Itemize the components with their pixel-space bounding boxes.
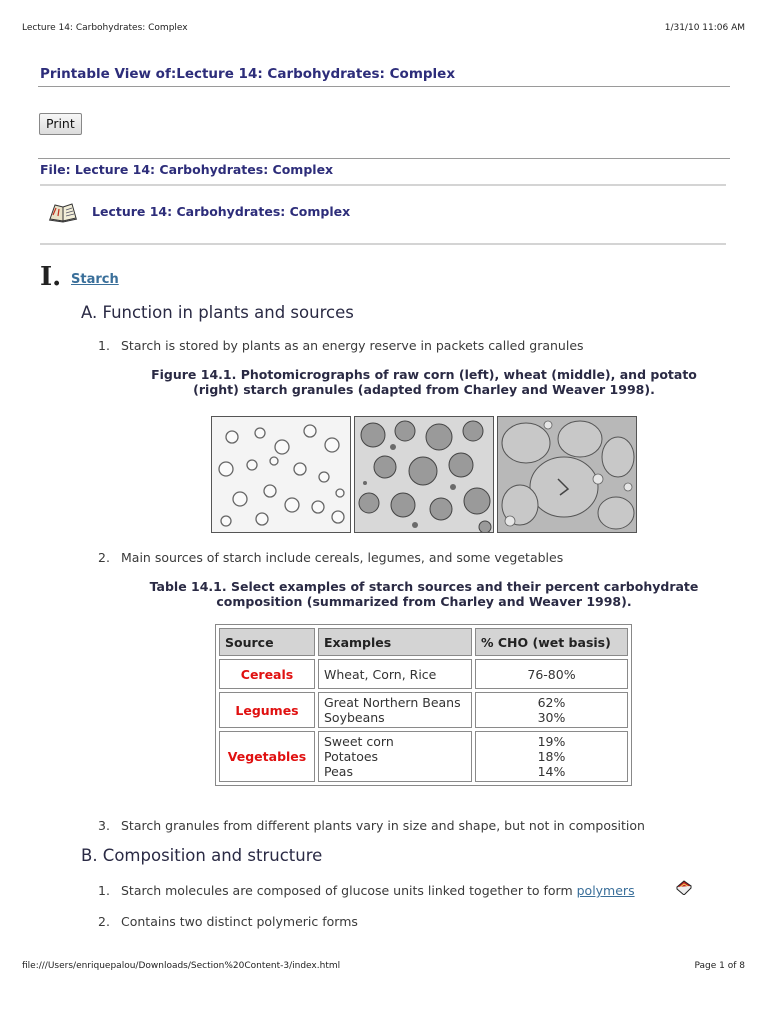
- table-cell-cho: 19% 18% 14%: [475, 731, 628, 782]
- book-icon: [47, 201, 79, 223]
- potato-starch-image: [497, 416, 637, 533]
- list-item: Starch granules from different plants vary in size and shape, but not in composition: [121, 818, 645, 833]
- divider: [40, 184, 726, 186]
- table-header: % CHO (wet basis): [475, 628, 628, 656]
- table-cell-examples: Wheat, Corn, Rice: [318, 659, 472, 689]
- list-item-number: 2.: [98, 914, 110, 929]
- print-footer-path: file:///Users/enriquepalou/Downloads/Section%20Content-3/index.html: [22, 961, 341, 971]
- table-header: Examples: [318, 628, 472, 656]
- divider: [38, 86, 730, 87]
- print-footer-page: Page 1 of 8: [694, 961, 745, 971]
- glossary-book-icon[interactable]: [675, 879, 693, 895]
- lecture-title-link[interactable]: Lecture 14: Carbohydrates: Complex: [92, 204, 351, 219]
- divider: [40, 243, 726, 245]
- list-item: Main sources of starch include cereals, legumes, and some vegetables: [121, 550, 564, 565]
- table-row: [219, 692, 628, 728]
- polymers-link[interactable]: polymers: [576, 883, 635, 898]
- table-cell-examples: Sweet corn Potatoes Peas: [318, 731, 472, 782]
- wheat-starch-image: [354, 416, 494, 533]
- table-row: [219, 731, 628, 782]
- table-cell-source: Cereals: [219, 659, 315, 689]
- file-title: File: Lecture 14: Carbohydrates: Complex: [40, 162, 334, 177]
- table-cell-cho: 76-80%: [475, 659, 628, 689]
- print-header-datetime: 1/31/10 11:06 AM: [664, 23, 745, 33]
- table-cell-examples: Great Northern Beans Soybeans: [318, 692, 472, 728]
- table-cell-source: Vegetables: [219, 731, 315, 782]
- table-row: [219, 659, 628, 689]
- list-item-number: 3.: [98, 818, 110, 833]
- list-item-number: 2.: [98, 550, 110, 565]
- list-item-number: 1.: [98, 883, 110, 898]
- starch-link[interactable]: Starch: [71, 272, 119, 287]
- print-button[interactable]: Print: [39, 113, 82, 135]
- corn-starch-image: [211, 416, 351, 533]
- table-header: Source: [219, 628, 315, 656]
- divider: [38, 158, 730, 159]
- list-item-number: 1.: [98, 338, 110, 353]
- table-caption: Table 14.1. Select examples of starch sources and their percent carbohydrate composition (summarized from Charley and Weaver 1998).: [149, 579, 699, 609]
- print-header-title: Lecture 14: Carbohydrates: Complex: [22, 23, 188, 33]
- list-item: Starch is stored by plants as an energy reserve in packets called granules: [121, 338, 584, 353]
- starch-sources-table: [215, 624, 632, 786]
- subsection-b-heading: B. Composition and structure: [81, 846, 323, 865]
- table-cell-source: Legumes: [219, 692, 315, 728]
- figure-caption: Figure 14.1. Photomicrographs of raw corn (left), wheat (middle), and potato (right) starch granules (adapted from Charley and Weaver 1998).: [151, 367, 697, 397]
- table-cell-cho: 62% 30%: [475, 692, 628, 728]
- printable-view-title: Printable View of:Lecture 14: Carbohydrates: Complex: [40, 66, 456, 82]
- list-item: Starch molecules are composed of glucose units linked together to form polymers: [121, 883, 635, 898]
- list-item: Contains two distinct polymeric forms: [121, 914, 358, 929]
- section-numeral: I.: [40, 262, 62, 292]
- subsection-a-heading: A. Function in plants and sources: [81, 303, 354, 322]
